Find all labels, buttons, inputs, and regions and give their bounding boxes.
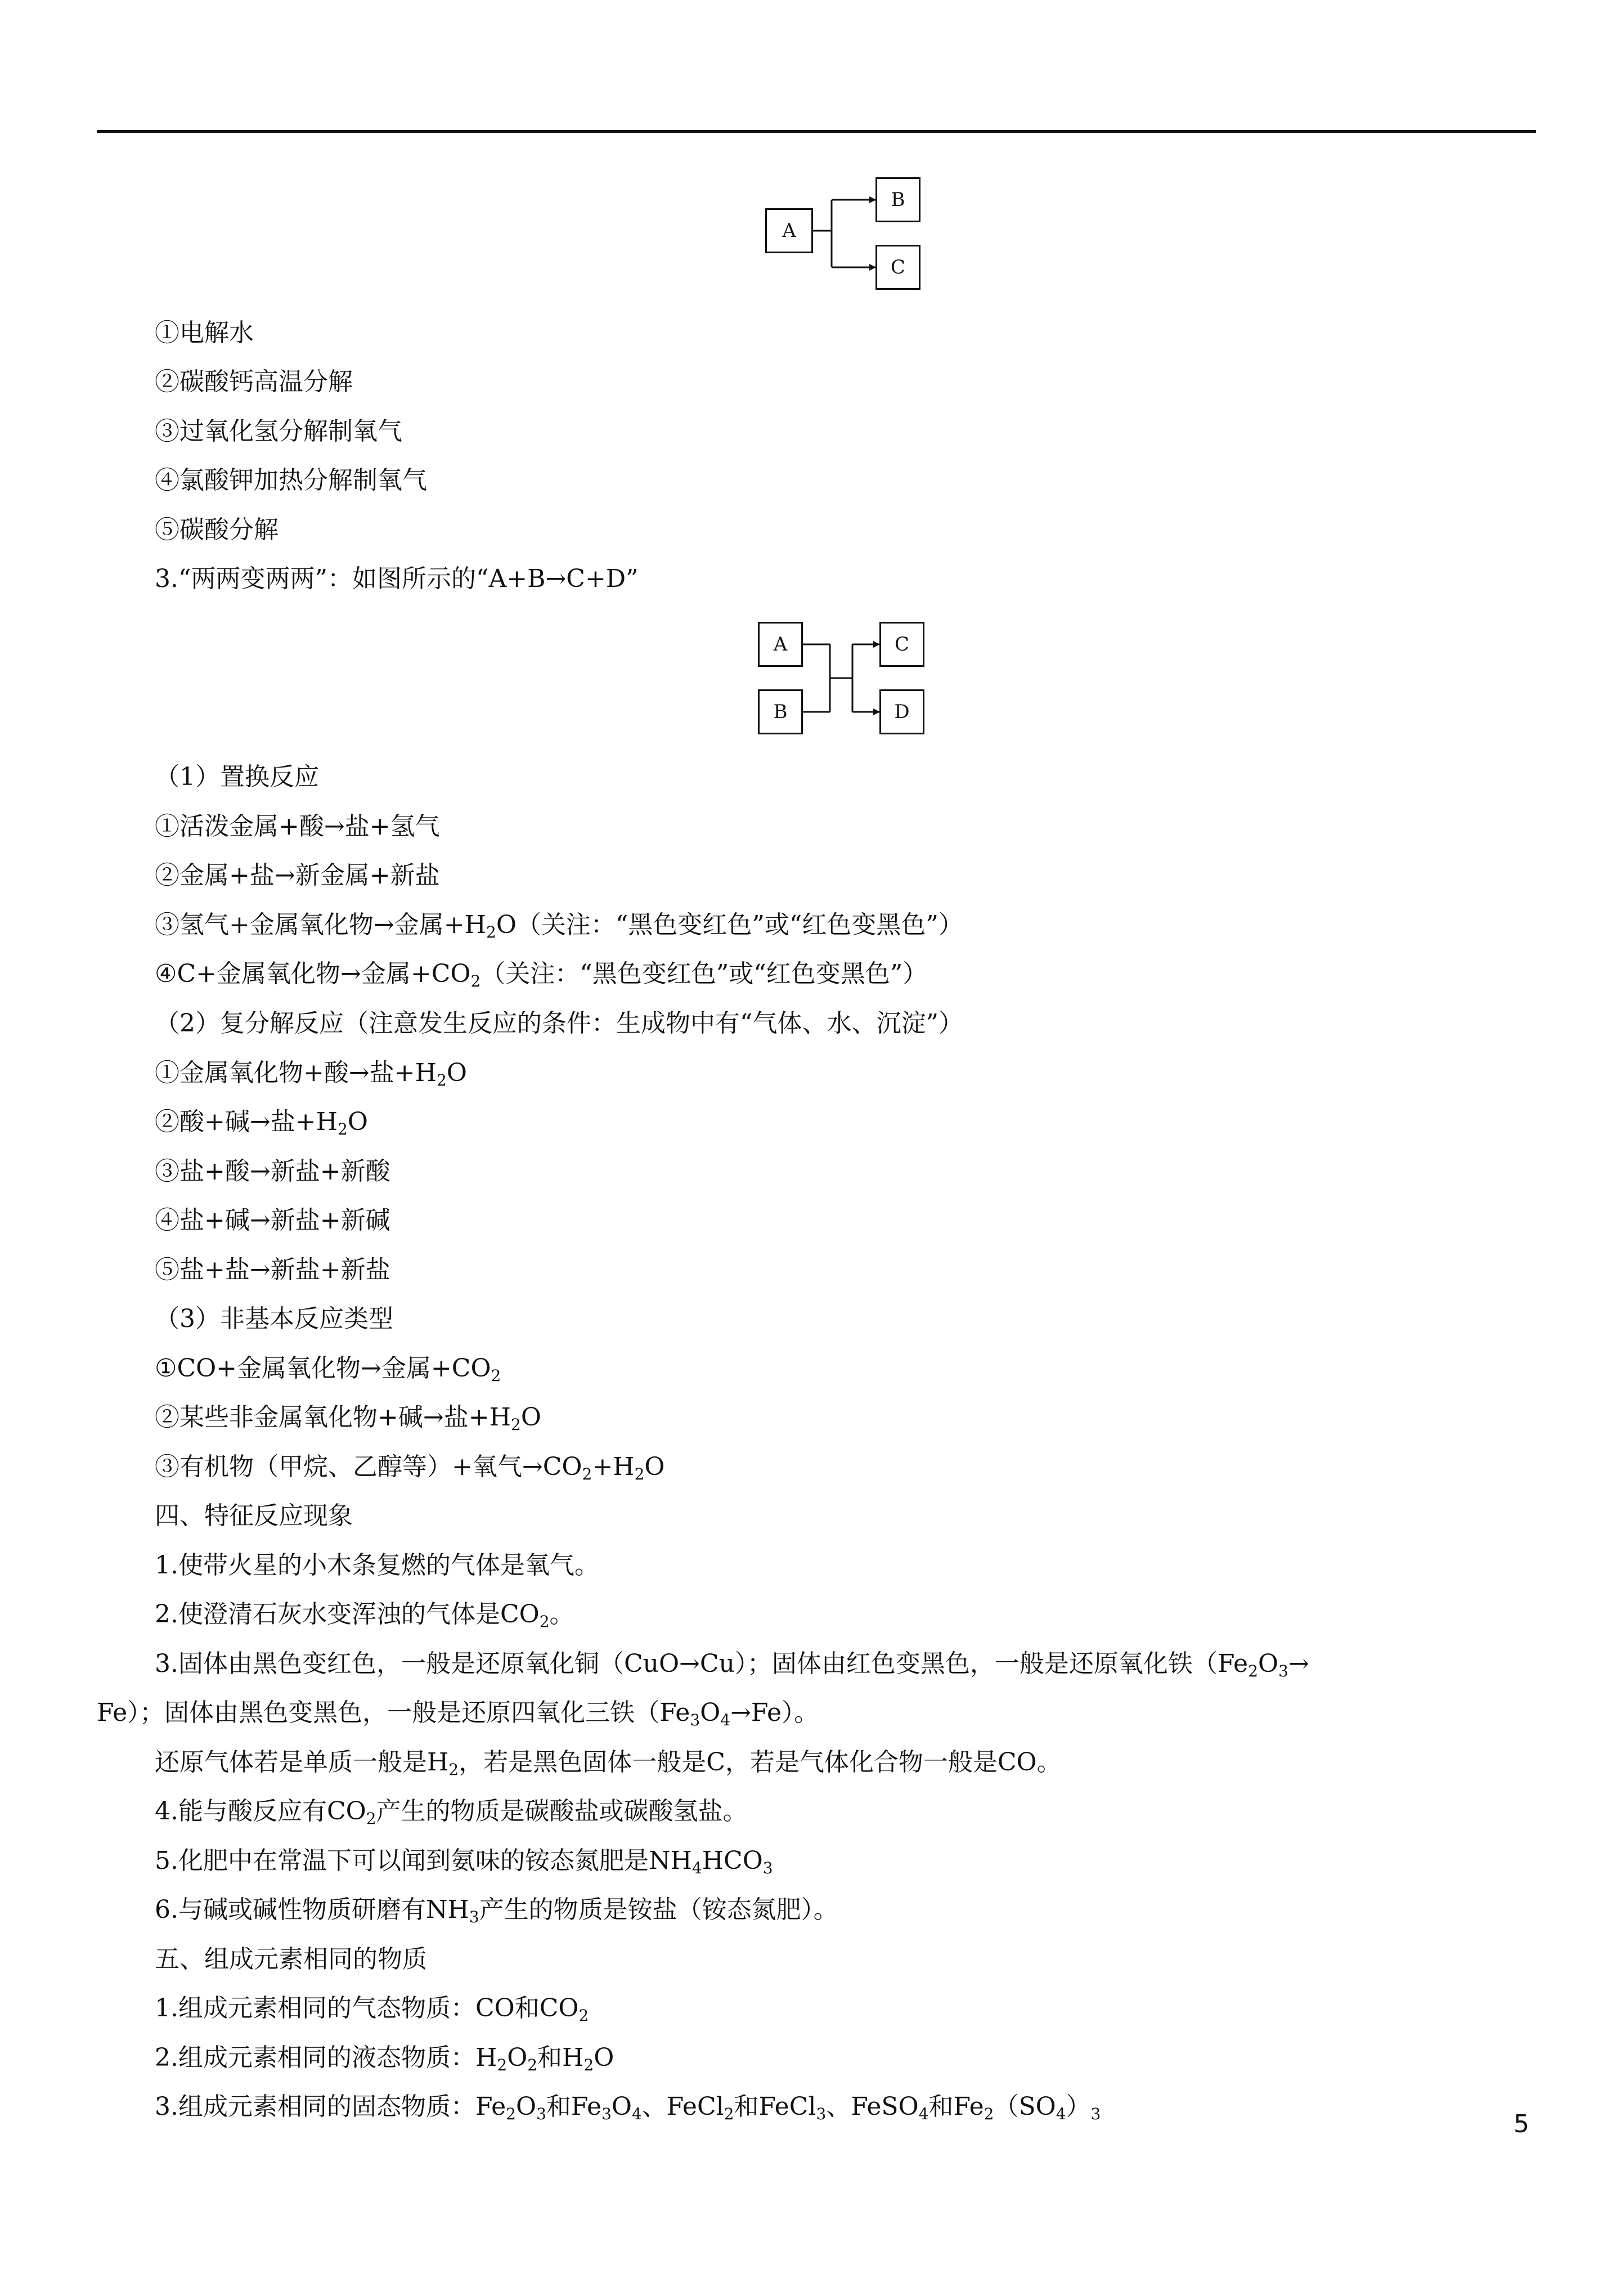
decomposition-item: ③过氧化氢分解制氧气 [155, 417, 402, 446]
non-basic-heading: （3）非基本反应类型 [155, 1304, 393, 1333]
section4-item: 3.固体由黑色变红色，一般是还原氧化铜（CuO→Cu）；固体由红色变黑色，一般是还原氧化铁（$Fe_2O_3\to$ [155, 1649, 1309, 1680]
decomposition-item: ②碳酸钙高温分解 [155, 367, 353, 396]
double-decomposition-heading: （2）复分解反应（注意发生反应的条件：生成物中有“气体、水、沉淀”） [155, 1009, 963, 1038]
section4-heading: 四、特征反应现象 [155, 1501, 353, 1530]
displacement-item: ③氢气+金属氧化物→金属$+H_2O$（关注：“黑色变红色”或“红色变黑色”） [155, 911, 963, 941]
decomposition-diagram [765, 177, 923, 290]
double-decomposition-item: ⑤盐+盐→新盐+新盐 [155, 1255, 390, 1284]
section4-item: 1.使带火星的小木条复燃的气体是氧气。 [155, 1551, 599, 1580]
decomposition-item: ①电解水 [155, 319, 254, 347]
double-decomposition-item: ②酸+碱→盐$+H_2O$ [155, 1107, 368, 1138]
box-b: B [875, 177, 920, 222]
displacement-item: ②金属+盐→新金属+新盐 [155, 861, 440, 890]
page-number: 5 [1514, 2110, 1529, 2138]
box-a: A [765, 208, 813, 253]
section4-item: 5.化肥中在常温下可以闻到氨味的铵态氮肥是$NH_4HCO_3$ [155, 1846, 773, 1877]
double-decomposition-item: ④盐+碱→新盐+新碱 [155, 1206, 390, 1235]
box-c: C [879, 622, 924, 667]
non-basic-item: ①CO+金属氧化物→金属$+CO_2$ [155, 1354, 501, 1385]
non-basic-item: ②某些非金属氧化物+碱→盐$+H_2O$ [155, 1403, 541, 1434]
section4-item: 2.使澄清石灰水变浑浊的气体是$CO_2$。 [155, 1600, 574, 1631]
section3-heading: 3.“两两变两两”：如图所示的“A+B→C+D” [155, 564, 639, 593]
section5-item: 3.组成元素相同的固态物质：$Fe_2O_3$和$Fe_3O_4$、FeCl$_2$和FeCl$_3$、FeSO$_4$和$Fe_2(SO_4)_3$ [155, 2092, 1101, 2123]
section5-item: 1.组成元素相同的气态物质：CO和$CO_2$ [155, 1994, 589, 2025]
section4-item: 6.与碱或碱性物质研磨有$NH_3$产生的物质是铵盐（铵态氮肥）。 [155, 1895, 838, 1926]
displacement-heading: （1）置换反应 [155, 763, 319, 791]
decomposition-item: ⑤碳酸分解 [155, 515, 279, 544]
header-rule [97, 130, 1536, 133]
section4-item-continued: Fe）；固体由黑色变黑色，一般是还原四氧化三铁$(Fe_3O_4\to Fe)$。 [97, 1698, 819, 1729]
section5-heading: 五、组成元素相同的物质 [155, 1945, 427, 1974]
double-decomposition-item: ③盐+酸→新盐+新酸 [155, 1157, 390, 1186]
box-c: C [875, 245, 920, 290]
non-basic-item: ③有机物（甲烷、乙醇等）+氧气$\to CO_2+H_2O$ [155, 1452, 665, 1483]
exchange-diagram [758, 622, 927, 734]
displacement-item: ④C+金属氧化物→金属$+CO_2$（关注：“黑色变红色”或“红色变黑色”） [155, 959, 928, 990]
section5-item: 2.组成元素相同的液态物质：$H_2O_2$和$H_2O$ [155, 2043, 614, 2074]
decomposition-item: ④氯酸钾加热分解制氧气 [155, 466, 427, 495]
displacement-item: ①活泼金属+酸→盐+氢气 [155, 812, 440, 841]
section4-item: 4.能与酸反应有$CO_2$产生的物质是碳酸盐或碳酸氢盐。 [155, 1797, 748, 1828]
box-a: A [758, 622, 803, 667]
double-decomposition-item: ①金属氧化物+酸→盐$+H_2O$ [155, 1059, 467, 1089]
section4-item: 还原气体若是单质一般是$H_2$，若是黑色固体一般是C，若是气体化合物一般是CO。 [155, 1748, 1062, 1779]
box-d: D [879, 689, 924, 734]
box-b: B [758, 689, 803, 734]
